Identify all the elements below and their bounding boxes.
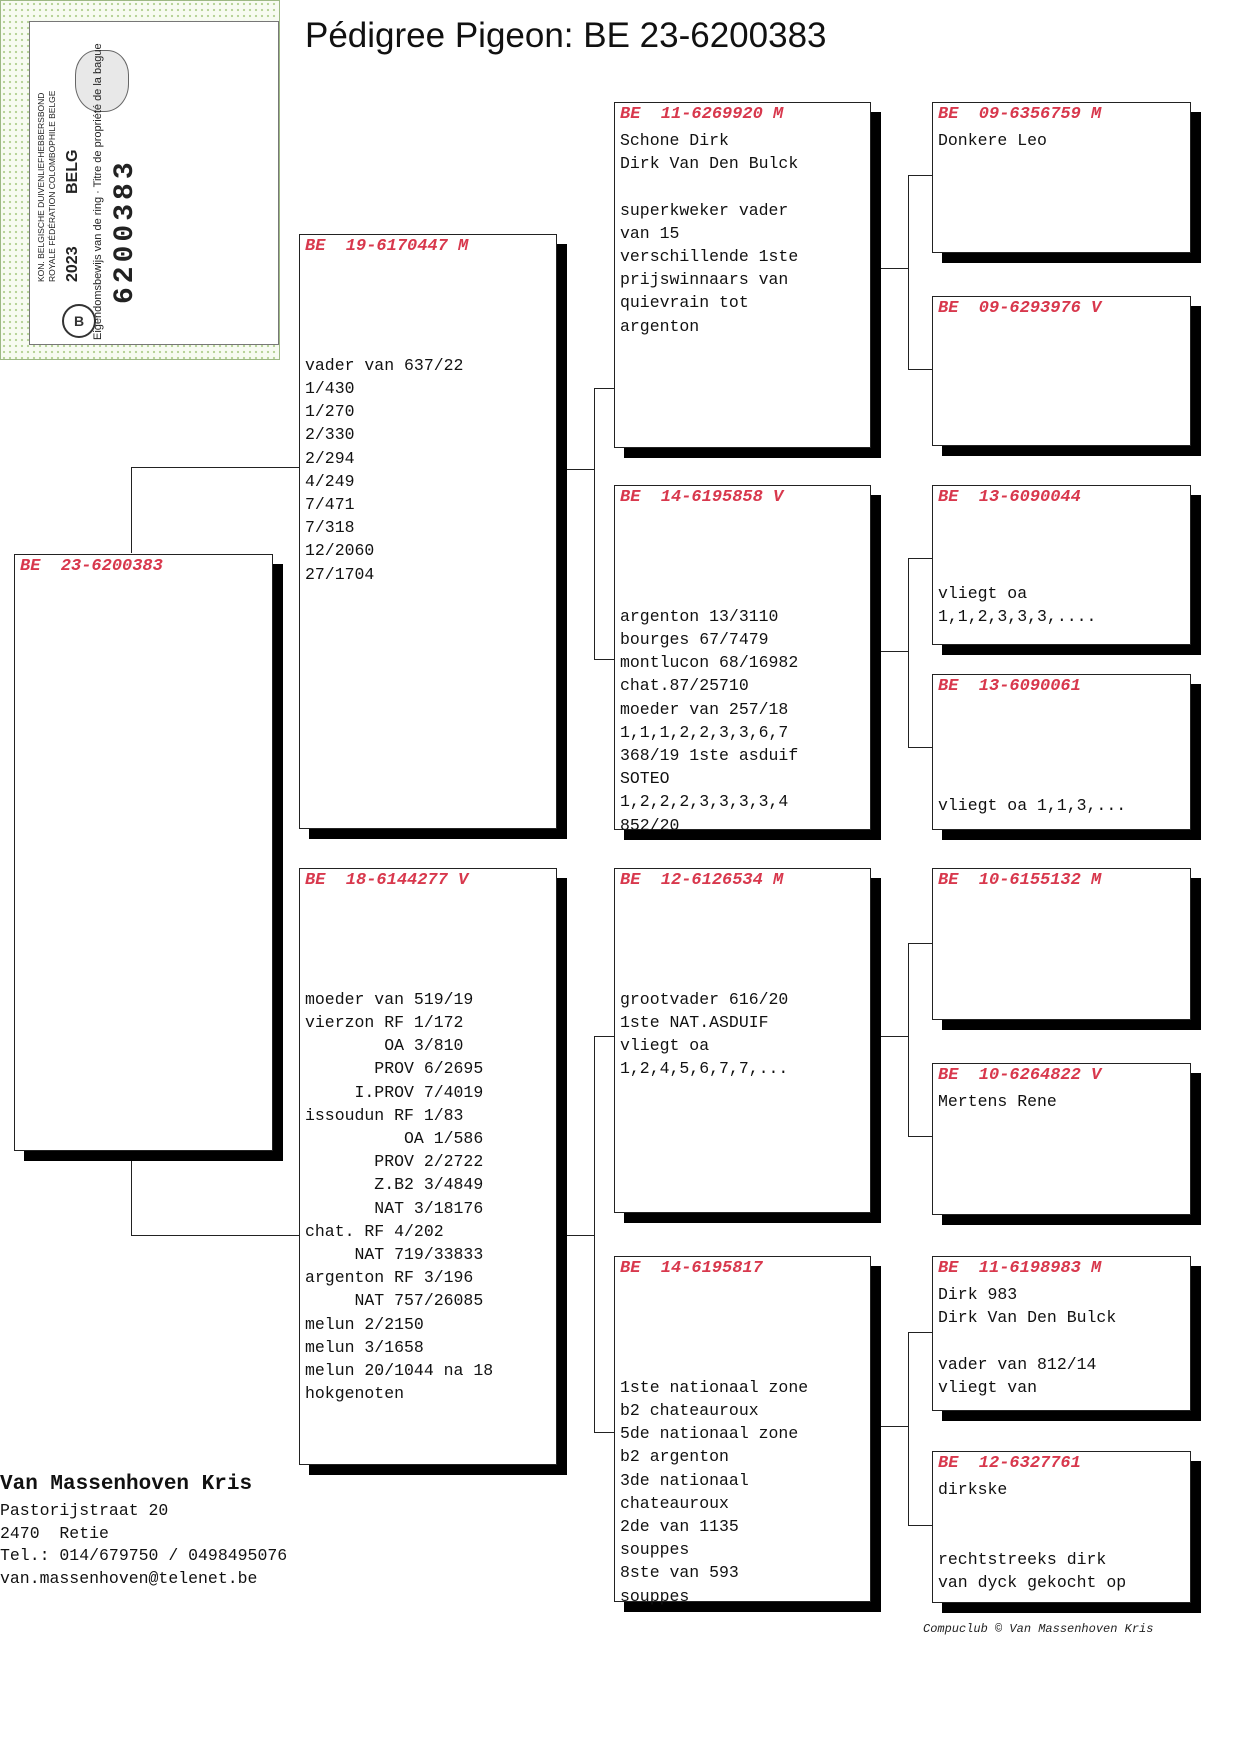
connector [131,467,132,553]
ring-number-ff: BE 11-6269920 M [620,105,784,124]
note-line [620,1353,808,1376]
pigeon-card-ffm [932,296,1191,446]
note-line [620,895,788,918]
note-line [620,1283,808,1306]
ring-number-mff: BE 10-6155132 M [938,871,1102,890]
notes-mother [305,895,493,1405]
note-line: Schone Dirk [620,131,729,150]
note-line: melun 20/1044 na 18 [305,1361,494,1381]
pigeon-card-ff [614,102,871,448]
pigeon-card-mmm [932,1451,1191,1603]
federation-name-fr: ROYALE FÉDÉRATION COLOMBOPHILE BELGE [47,90,57,282]
note-line: 12/2060 [305,541,375,561]
connector [908,943,932,944]
note-line [620,1329,808,1352]
ring-number-mm: BE 14-6195817 [620,1259,763,1278]
ring-number-mf: BE 12-6126534 M [620,871,784,890]
connector [594,388,614,389]
note-line [938,701,1126,724]
connector [594,388,595,660]
note-line: Dirk 983 [938,1285,1018,1304]
note-line: PROV 2/2722 [305,1152,484,1172]
note-line: 1/270 [305,402,355,422]
connector [594,1432,614,1433]
note-line [938,558,1096,581]
connector [594,1036,595,1433]
note-line: melun 2/2150 [305,1314,424,1334]
note-line: vierzon RF 1/172 [305,1013,464,1033]
notes-fmf [938,512,1096,628]
pigeon-card-fmf [932,485,1191,645]
connector [908,558,932,559]
breeder-email: van.massenhoven@telenet.be [0,1568,258,1588]
note-line: 1,1,1,2,2,3,3,6,7 [620,722,789,742]
breeder-info [0,1470,287,1590]
notes-mmf [938,1283,1116,1399]
pigeon-card-mother [299,868,557,1465]
ring-number-fm: BE 14-6195858 V [620,488,784,507]
note-line: 1/430 [305,379,355,399]
note-line: moeder van 519/19 [305,989,474,1009]
note-line: b2 chateauroux [620,1401,759,1421]
note-line: 2de van 1135 [620,1517,739,1537]
notes-fm [620,512,798,837]
note-line: 852/20 [620,815,680,835]
note-line: argenton RF 3/196 [305,1268,474,1288]
page-title: Pédigree Pigeon: BE 23-6200383 [305,16,827,55]
note-line: superkweker vader [620,200,789,220]
breeder-street: Pastorijstraat 20 [0,1501,169,1520]
note-line: van dyck gekocht op [938,1572,1127,1592]
note-line: Dirk Van Den Bulck [938,1308,1117,1328]
note-line: verschillende 1ste [620,247,799,267]
connector [908,1332,932,1333]
note-line: chat. RF 4/202 [305,1221,444,1241]
note-line [620,965,788,988]
note-line: 5de nationaal zone [620,1424,799,1444]
property-title: Eigendomsbewijs van de ring · Titre de propriété de la bague [92,43,104,340]
note-line: moeder van 257/18 [620,699,789,719]
note-line [938,535,1096,558]
connector [870,1426,908,1427]
pigeon-card-fff [932,102,1191,253]
notes-fff [938,129,1047,152]
note-line: 1,1,2,3,3,3,.... [938,606,1097,626]
note-line: 7/318 [305,518,355,538]
note-line: chat.87/25710 [620,676,749,696]
pigeon-card-mff [932,868,1191,1020]
note-line [305,284,463,307]
connector [908,1136,932,1137]
notes-father [305,261,463,586]
federation-name-nl: KON. BELGISCHE DUIVENLIEFHEBBERSBOND [36,92,46,282]
connector [131,467,299,468]
ring-number-subject: BE 23-6200383 [20,557,163,576]
note-line: SOTEO [620,769,670,789]
note-line: 27/1704 [305,564,375,584]
connector [908,943,909,1137]
note-line: 7/471 [305,495,355,515]
note-line: 2/294 [305,448,355,468]
note-line [938,1501,1126,1524]
ring-number-mfm: BE 10-6264822 V [938,1066,1102,1085]
connector [594,659,614,660]
notes-mmm [938,1478,1126,1594]
note-line: melun 3/1658 [305,1337,424,1357]
note-line: vliegt oa [938,583,1028,603]
note-line: vliegt van [938,1377,1038,1397]
note-line [620,1306,808,1329]
notes-mm [620,1283,808,1608]
pigeon-card-fmm [932,674,1191,830]
note-line: van 15 [620,223,680,243]
ring-number-mmm: BE 12-6327761 [938,1454,1081,1473]
ring-number-father: BE 19-6170447 M [305,237,469,256]
note-line: Dirk Van Den Bulck [620,154,799,174]
breeder-phone: Tel.: 014/679750 / 0498495076 [0,1546,288,1566]
note-line: vliegt oa [620,1036,710,1056]
note-line: souppes [620,1540,690,1560]
note-line [938,724,1126,747]
note-line: OA 1/586 [305,1129,484,1149]
note-line: quievrain tot [620,293,749,313]
note-line: 1,2,4,5,6,7,7,... [620,1059,789,1079]
note-line: NAT 719/33833 [305,1245,484,1265]
breeder-name: Van Massenhoven Kris [0,1473,253,1496]
note-line [620,558,798,581]
ring-country: BELG [64,149,81,194]
note-line: 4/249 [305,471,355,491]
note-line: 1,2,2,2,3,3,3,3,4 [620,792,789,812]
ring-number-fmm: BE 13-6090061 [938,677,1081,696]
note-line: chateauroux [620,1493,729,1513]
note-line: argenton 13/3110 [620,606,779,626]
note-line [938,747,1126,770]
connector [908,175,932,176]
note-line: souppes [620,1586,690,1606]
note-line [305,918,493,941]
pigeon-card-subject [14,554,273,1151]
note-line: Donkere Leo [938,131,1047,150]
note-line: NAT 3/18176 [305,1198,484,1218]
note-line: rechtstreeks dirk [938,1549,1107,1569]
ring-number: 6200383 [110,158,141,304]
note-line: prijswinnaars van [620,270,789,290]
note-line: bourges 67/7479 [620,630,769,650]
ring-number-mother: BE 18-6144277 V [305,871,469,890]
pigeon-card-mfm [932,1063,1191,1215]
note-line: 368/19 1ste asduif [620,746,799,766]
ring-certificate [0,0,280,360]
note-line [620,582,798,605]
notes-mfm [938,1090,1057,1113]
note-line: OA 3/810 [305,1036,464,1056]
note-line [305,941,493,964]
pigeon-card-mmf [932,1256,1191,1411]
note-line: 2/330 [305,425,355,445]
note-line: hokgenoten [305,1384,405,1404]
connector [131,1158,132,1236]
note-line [620,535,798,558]
breeder-city: 2470 Retie [0,1523,109,1543]
note-line [305,895,493,918]
note-line [620,512,798,535]
note-line: vader van 812/14 [938,1354,1097,1374]
pigeon-card-mm [614,1256,871,1606]
notes-fmm [938,701,1126,817]
connector [908,747,932,748]
note-line: b2 argenton [620,1447,729,1467]
ring-number-fff: BE 09-6356759 M [938,105,1102,124]
note-line [938,512,1096,535]
note-line: NAT 757/26085 [305,1291,484,1311]
ring-certificate-panel [29,21,279,345]
notes-ff [620,129,798,338]
connector [908,175,909,370]
footer-credit: Compuclub © Van Massenhoven Kris [923,1622,1154,1636]
connector [870,1036,908,1037]
ring-number-mmf: BE 11-6198983 M [938,1259,1102,1278]
note-line: grootvader 616/20 [620,989,789,1009]
note-line [620,175,798,198]
note-line [938,1524,1126,1547]
note-line [305,307,463,330]
note-line [938,771,1126,794]
note-line [620,941,788,964]
note-line: vliegt oa 1,1,3,... [938,795,1127,815]
note-line: PROV 6/2695 [305,1059,484,1079]
note-line [938,1329,1116,1352]
connector [908,369,932,370]
note-line: vader van 637/22 [305,355,464,375]
note-line: montlucon 68/16982 [620,653,799,673]
note-line [620,918,788,941]
note-line: Z.B2 3/4849 [305,1175,484,1195]
connector [870,651,908,652]
connector [908,1525,932,1526]
note-line [305,261,463,284]
note-line [305,331,463,354]
ring-year: 2023 [64,246,81,282]
note-line: argenton [620,316,700,336]
note-line: 1ste nationaal zone [620,1377,809,1397]
note-line: issoudun RF 1/83 [305,1105,464,1125]
ring-number-fmf: BE 13-6090044 [938,488,1081,507]
connector [870,268,908,269]
connector [908,1332,909,1526]
connector [908,558,909,748]
federation-logo-icon: B [62,304,96,338]
pigeon-card-mf [614,868,871,1213]
connector [131,1235,299,1236]
pigeon-card-father [299,234,557,829]
note-line [305,965,493,988]
note-line: dirkske [938,1480,1008,1499]
note-line: 1ste NAT.ASDUIF [620,1013,769,1033]
note-line: 8ste van 593 [620,1563,739,1583]
connector [556,1235,594,1236]
note-line: Mertens Rene [938,1092,1057,1111]
notes-mf [620,895,788,1081]
ring-number-ffm: BE 09-6293976 V [938,299,1102,318]
note-line: 3de nationaal [620,1470,749,1490]
connector [556,469,594,470]
connector [594,1036,614,1037]
note-line: I.PROV 7/4019 [305,1082,484,1102]
ring-certificate-text [30,22,142,344]
pigeon-card-fm [614,485,871,835]
